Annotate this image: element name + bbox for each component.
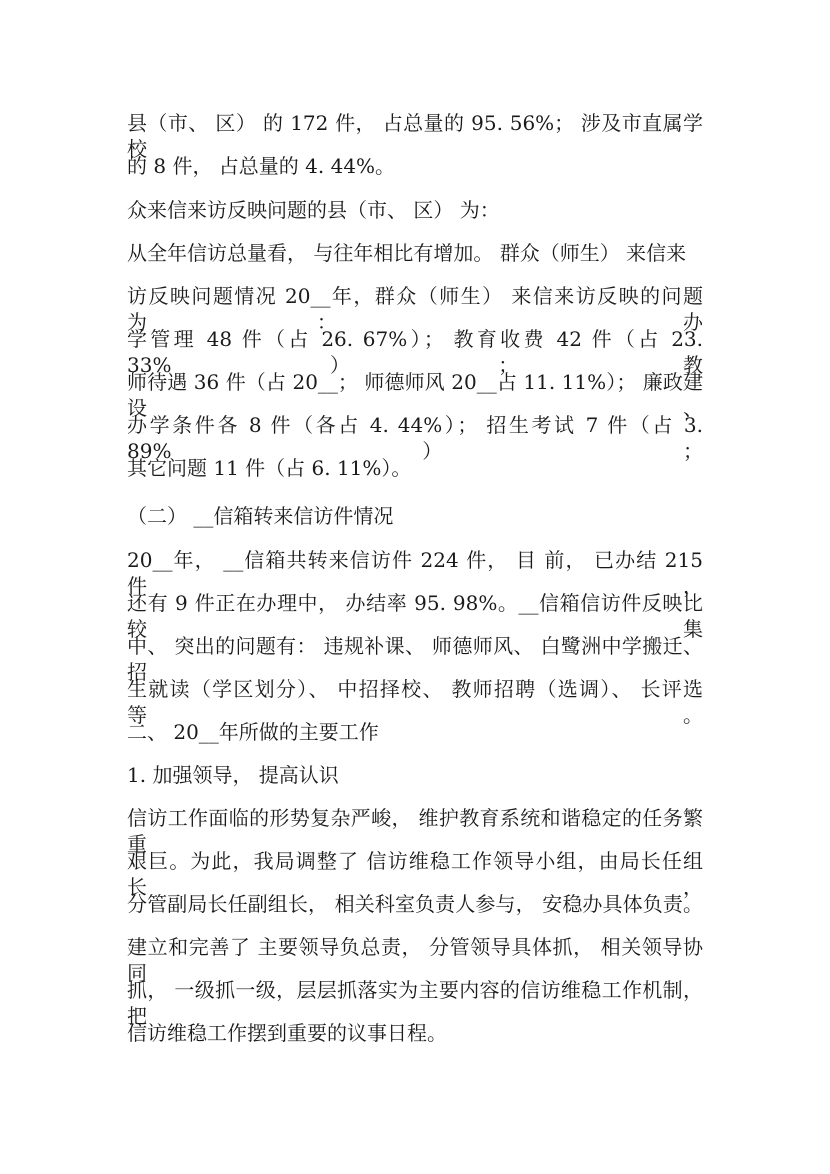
text-line: 生就读（学区划分）、 中招择校、 教师招聘（选调）、 长评选等。	[127, 677, 703, 727]
text-line: 其它问题 11 件（占 6. 11%）。	[127, 456, 412, 480]
text-line: 艰巨。为此，我局调整了 信访维稳工作领导小组，由局长任组长，	[127, 849, 703, 899]
text-line: 信访维稳工作摆到重要的议事日程。	[127, 1021, 447, 1045]
text-line: 从全年信访总量看， 与往年相比有增加。 群众（师生） 来信来	[127, 241, 687, 265]
text-line: 信访工作面临的形势复杂严峻， 维护教育系统和谐稳定的任务繁重	[127, 806, 703, 856]
text-line: 中、 突出的问题有： 违规补课、 师德师风、 白鹭洲中学搬迁、 招	[127, 634, 703, 684]
text-line: 众来信来访反映问题的县（市、 区） 为：	[127, 198, 500, 222]
text-line: 县（市、 区） 的 172 件， 占总量的 95. 56%； 涉及市直属学校	[127, 111, 703, 161]
text-line: 抓， 一级抓一级，层层抓落实为主要内容的信访维稳工作机制， 把	[127, 978, 703, 1028]
text-line: 分管副局长任副组长， 相关科室负责人参与， 安稳办具体负责。	[127, 892, 703, 916]
text-line: （二） __信箱转来信访件情况	[127, 504, 394, 528]
text-line: 的 8 件， 占总量的 4. 44%。	[127, 154, 396, 178]
text-line: 师待遇 36 件（占 20__； 师德师风 20__占 11. 11%）； 廉政建设、	[127, 370, 703, 420]
text-line: 办学条件各 8 件（各占 4. 44%）； 招生考试 7 件（占 3. 89%）；	[127, 413, 703, 463]
text-line: 20__年， __信箱共转来信访件 224 件， 目 前， 已办结 215 件，	[127, 548, 703, 598]
text-line: 学管理 48 件（占 26. 67%）； 教育收费 42 件（占 23. 33%）； 教	[127, 327, 703, 377]
text-line: 二、 20__年所做的主要工作	[127, 720, 379, 744]
text-line: 还有 9 件正在办理中， 办结率 95. 98%。__信箱信访件反映比较集	[127, 591, 703, 641]
text-line: 建立和完善了 主要领导负总责， 分管领导具体抓， 相关领导协同	[127, 935, 703, 985]
text-line: 访反映问题情况 20__年，群众（师生） 来信来访反映的问题为： 办	[127, 284, 703, 334]
text-line: 1. 加强领导， 提高认识	[127, 763, 339, 787]
